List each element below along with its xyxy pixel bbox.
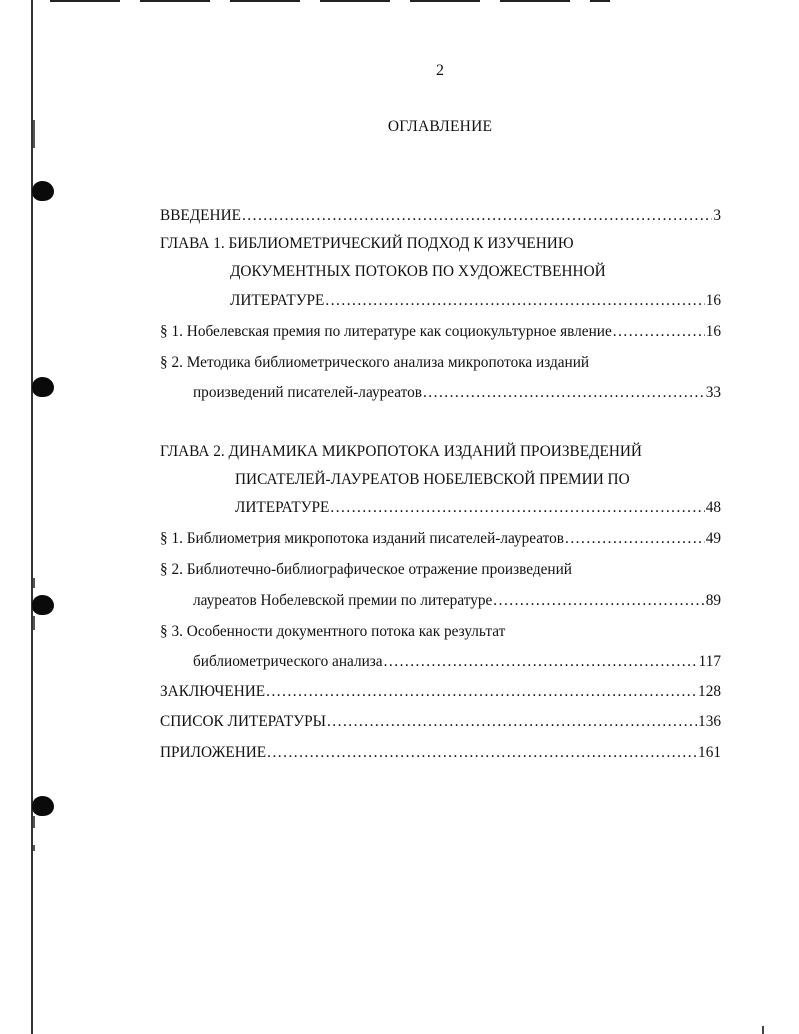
toc-entry-title: § 1. Нобелевская премия по литературе как социокультурное явление <box>160 323 612 340</box>
toc-leader <box>242 207 712 225</box>
toc-leader <box>613 323 705 341</box>
toc-entry-page: 49 <box>705 530 721 547</box>
toc-title: ОГЛАВЛЕНИЕ <box>387 118 493 135</box>
scan-mark <box>33 616 35 630</box>
toc-entry-line: § 2. Библиотечно-библиографическое отражение произведений <box>160 561 572 578</box>
toc-entry-line: § 2. Методика библиометрического анализа микропотока изданий <box>160 354 590 371</box>
punch-hole <box>32 796 54 816</box>
toc-entry-title: лауреатов Нобелевской премии по литературе <box>193 592 493 609</box>
toc-entry-title: ВВЕДЕНИЕ <box>160 207 241 224</box>
toc-leader <box>384 653 698 671</box>
toc-leader <box>493 592 704 610</box>
toc-entry-page: 3 <box>713 207 721 224</box>
toc-entry-page: 161 <box>698 744 721 761</box>
toc-entry-line: ПИСАТЕЛЕЙ-ЛАУРЕАТОВ НОБЕЛЕВСКОЙ ПРЕМИИ ПО <box>235 471 630 488</box>
scan-edge-left <box>31 0 33 1034</box>
toc-entry-line: ГЛАВА 2. ДИНАМИКА МИКРОПОТОКА ИЗДАНИЙ ПРОИЗВЕДЕНИЙ <box>160 443 642 460</box>
scan-mark <box>33 578 35 588</box>
punch-hole <box>32 595 54 615</box>
toc-entry-title: ПРИЛОЖЕНИЕ <box>160 744 267 761</box>
toc-entry-page: 48 <box>705 499 721 516</box>
toc-leader <box>266 683 697 701</box>
toc-leader <box>330 499 704 517</box>
toc-entry-title: ЗАКЛЮЧЕНИЕ <box>160 683 266 700</box>
toc-entry-title: произведений писателей-лауреатов <box>193 384 422 401</box>
scan-mark <box>33 816 35 828</box>
page-number: 2 <box>436 62 444 79</box>
toc-leader <box>565 530 705 548</box>
toc-entry-title: ЛИТЕРАТУРЕ <box>230 292 325 309</box>
toc-entry-page: 16 <box>705 292 721 309</box>
toc-entry-page: 33 <box>705 384 721 401</box>
toc-leader <box>325 292 704 310</box>
scan-edge-top <box>50 0 610 2</box>
scan-mark <box>762 1026 764 1034</box>
toc-leader <box>267 744 697 762</box>
toc-entry-title: СПИСОК ЛИТЕРАТУРЫ <box>160 713 326 730</box>
toc-entry-title: § 1. Библиометрия микропотока изданий писателей-лауреатов <box>160 530 565 547</box>
toc-entry-line: ГЛАВА 1. БИБЛИОМЕТРИЧЕСКИЙ ПОДХОД К ИЗУЧЕНИЮ <box>160 235 574 252</box>
toc-entry-page: 136 <box>698 713 721 730</box>
toc-entry-title: библиометрического анализа <box>193 653 383 670</box>
punch-hole <box>32 181 54 201</box>
toc-entry-page: 128 <box>698 683 721 700</box>
toc-entry-line: § 3. Особенности документного потока как результат <box>160 623 506 640</box>
scan-mark <box>33 845 35 851</box>
toc-entry-page: 16 <box>705 323 721 340</box>
toc-leader <box>423 384 705 402</box>
toc-entry-page: 117 <box>698 653 721 670</box>
toc-entry-line: ДОКУМЕНТНЫХ ПОТОКОВ ПО ХУДОЖЕСТВЕННОЙ <box>230 263 606 280</box>
toc-leader <box>327 713 697 731</box>
toc-entry-page: 89 <box>705 592 721 609</box>
toc-entry-title: ЛИТЕРАТУРЕ <box>235 499 330 516</box>
punch-hole <box>32 377 54 397</box>
